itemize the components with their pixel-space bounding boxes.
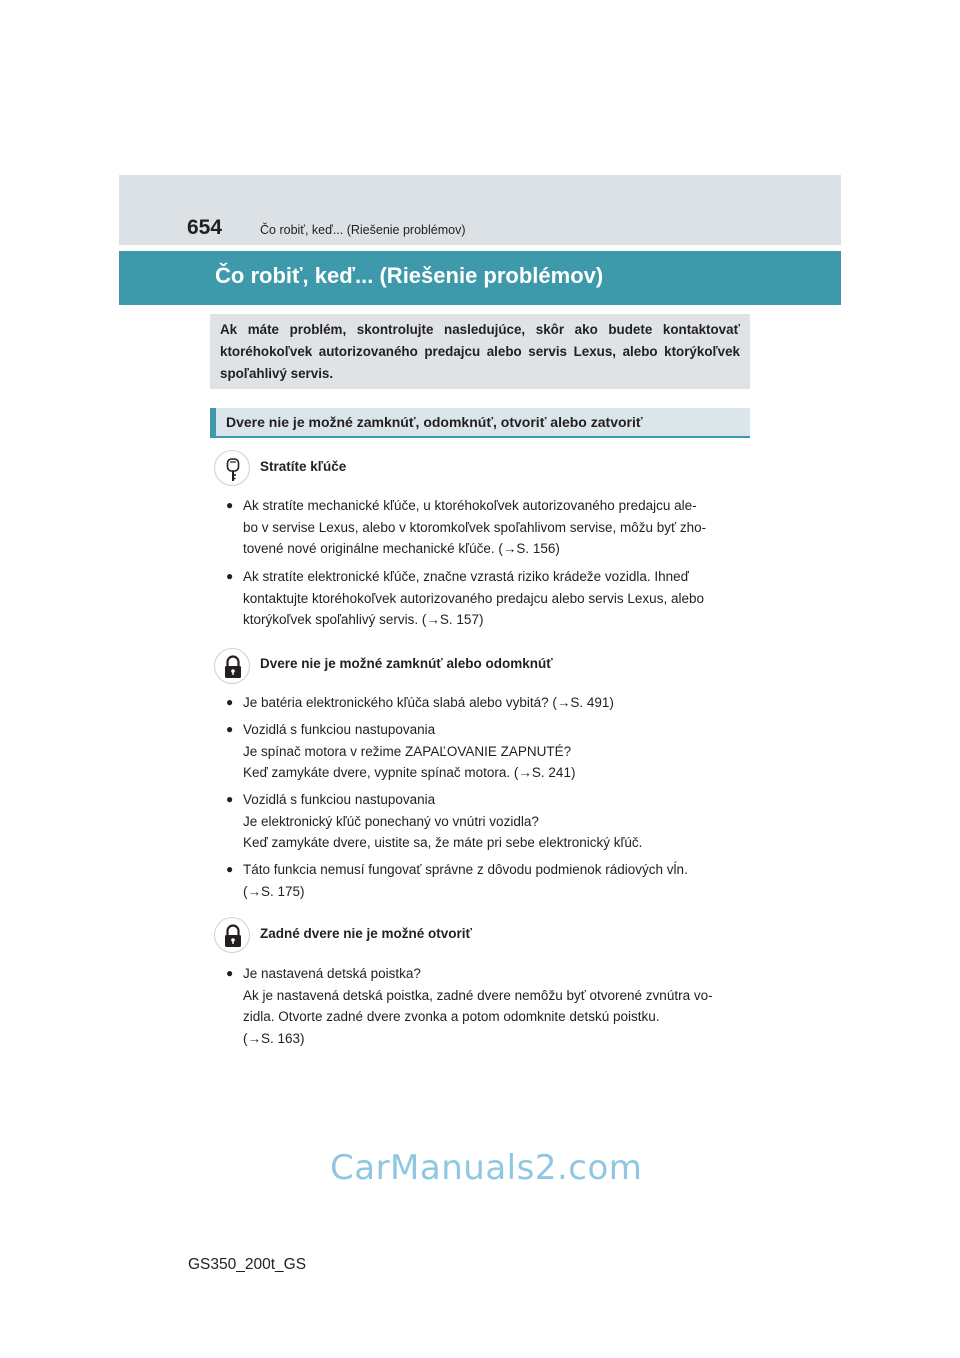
list-item-line: Ak je nastavená detská poistka, zadné dvere nemôžu byť otvorené zvnútra vo- [243,987,713,1003]
list-item-line: Je batéria elektronického kľúča slabá alebo vybitá? (→S. 491) [243,695,614,710]
list-item [243,692,745,714]
page-number: 654 [187,216,223,239]
list-item [243,859,745,902]
list-item-line: Táto funkcia nemusí fungovať správne z dôvodu podmienok rádiových vĺn. [243,862,688,877]
list-item-line: Je nastavená detská poistka? [243,966,421,981]
list-item-line: tovené nové originálne mechanické kľúče. (→S. 156) [243,541,560,556]
list-item-line: bo v servise Lexus, alebo v ktoromkoľvek spoľahlivom servise, môžu byť zho- [243,519,707,535]
list-item-line: ktorýkoľvek spoľahlivý servis. (→S. 157) [243,612,484,627]
bullet-glyph: ● [226,966,234,980]
list-item-line: Je spínač motora v režime ZAPAĽOVANIE ZAPNUTÉ? [243,743,572,759]
padlock-icon [214,917,250,953]
list-item-line: Keď zamykáte dvere, vypnite spínač motora. (→S. 241) [243,765,576,780]
section-title: Čo robiť, keď... (Riešenie problémov) [215,263,604,288]
item-title-lock-unlock: Dvere nie je možné zamknúť alebo odomknúť [260,656,553,671]
item-title-rear-doors: Zadné dvere nie je možné otvoriť [260,926,473,941]
list-item-line: Ak stratíte elektronické kľúče, značne vzrastá riziko krádeže vozidla. Ihneď [243,569,689,584]
bullet-glyph: ● [226,792,234,806]
bullet-glyph: ● [226,862,234,876]
list-item [243,963,745,1049]
list-item-line: (→S. 175) [243,883,305,899]
intro-box: Ak máte problém, skontrolujte nasledujúce, skôr ako budete kontaktovať ktoréhokoľvek autorizovaného predajcu alebo servis Lexus, alebo ktorýkoľvek spoľahlivý servis. [210,314,750,389]
running-title: Čo robiť, keď... (Riešenie problémov) [260,223,466,237]
list-item-line: (→S. 163) [243,1030,305,1046]
subheading: Dvere nie je možné zamknúť, odomknúť, otvoriť alebo zatvoriť [210,408,750,438]
list-item-line: Ak stratíte mechanické kľúče, u ktoréhokoľvek autorizovaného predajcu ale- [243,498,697,513]
list-item-line: kontaktujte ktoréhokoľvek autorizovaného predajcu alebo servis Lexus, alebo [243,590,704,606]
list-item [243,719,745,784]
list-item [243,495,745,560]
key-icon [214,450,250,486]
header-band [119,175,841,245]
bullet-glyph: ● [226,498,234,512]
bullet-glyph: ● [226,722,234,736]
item-title-lost-keys: Stratíte kľúče [260,459,347,474]
list-item-line: zidla. Otvorte zadné dvere zvonka a potom odomknite detskú poistku. [243,1009,660,1024]
list-item [243,566,745,631]
bullet-glyph: ● [226,569,234,583]
list-item [243,789,745,854]
list-item-line: Je elektronický kľúč ponechaný vo vnútri vozidla? [243,813,539,829]
list-item-line: Keď zamykáte dvere, uistite sa, že máte pri sebe elektronický kľúč. [243,835,643,850]
bullet-glyph: ● [226,695,234,709]
list-item-line: Vozidlá s funkciou nastupovania [243,792,436,807]
list-item-line: Vozidlá s funkciou nastupovania [243,722,436,737]
model-code: GS350_200t_GS [188,1256,307,1273]
watermark: CarManuals2.com [330,1148,643,1188]
padlock-icon [214,648,250,684]
